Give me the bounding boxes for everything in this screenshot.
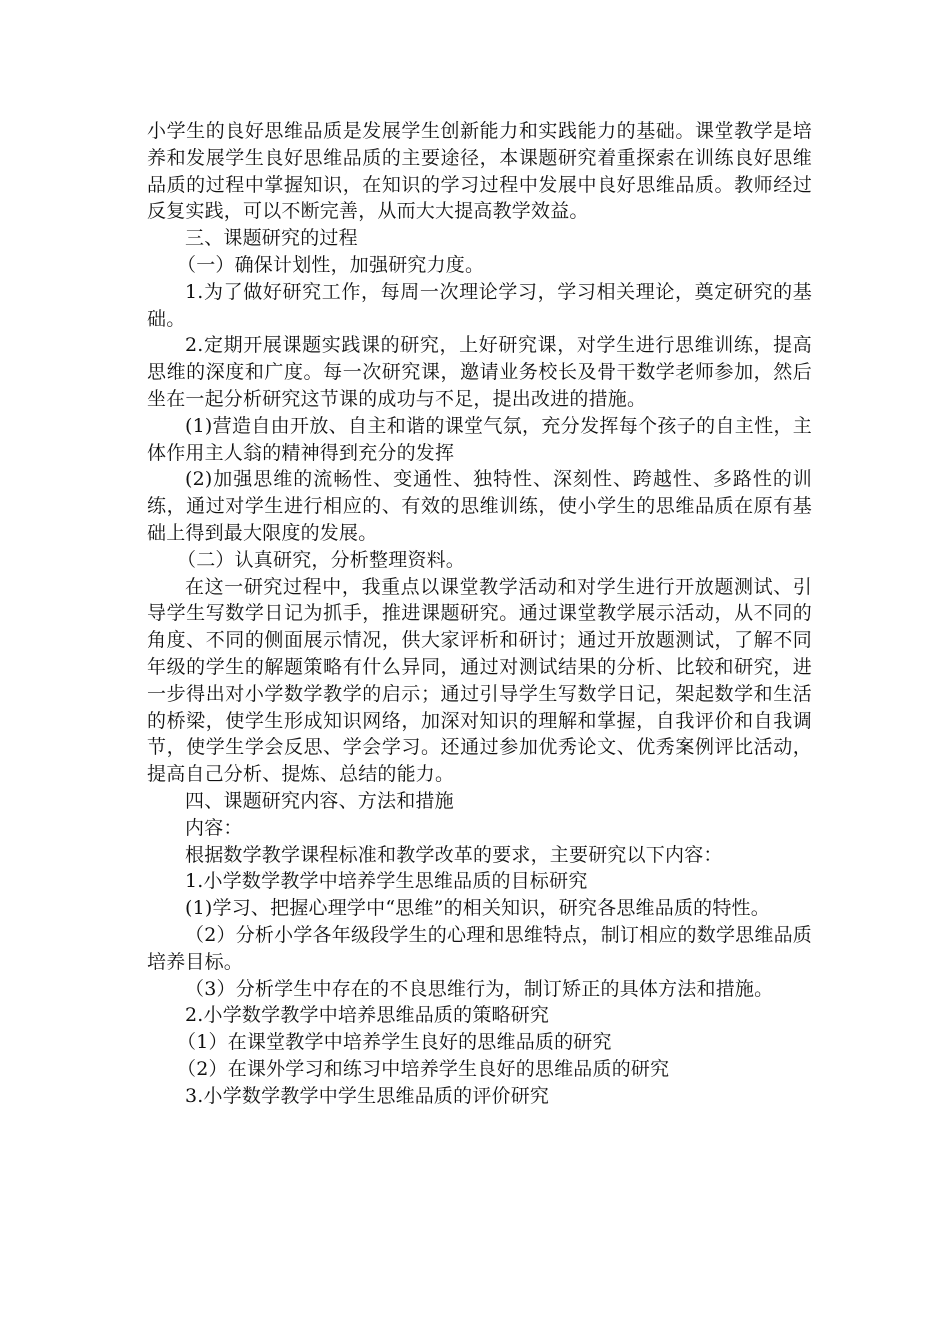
subsection-heading: （二）认真研究，分析整理资料。 — [177, 548, 466, 571]
paragraph: (2)加强思维的流畅性、变通性、独特性、深刻性、跨越性、多路性的训练，通过对学生进行相应的、有效的思维训练，使小学生的思维品质在原有基础上得到最大限度的发展。 — [147, 468, 812, 544]
paragraph: 根据数学教学课程标准和教学改革的要求，主要研究以下内容： — [185, 843, 723, 866]
paragraph: 在这一研究过程中，我重点以课堂教学活动和对学生进行开放题测试、引导学生写数学日记为抓手，推进课题研究。通过课堂教学展示活动，从不同的角度、不同的侧面展示情况，供大家评析和研讨；通过开放题测试，了解不同年级的学生的解题策略有什么异同，通过对测试结果的分析、比较和研究，进一步得出对小学数学教学的启示；通过引导学生写数学日记，架起数学和生活的桥梁，使学生形成知识网络，加深对知识的理解和掌握，自我评价和自我调节，使学生学会反思、学会学习。还通过参加优秀论文、优秀案例评比活动，提高自己分析、提炼、总结的能力。 — [147, 575, 812, 786]
document-body — [147, 118, 812, 1109]
paragraph: (1)营造自由开放、自主和谐的课堂气氛，充分发挥每个孩子的自主性，主体作用主人翁的精神得到充分的发挥 — [147, 414, 812, 464]
paragraph: 小学生的良好思维品质是发展学生创新能力和实践能力的基础。课堂教学是培养和发展学生良好思维品质的主要途径，本课题研究着重探索在训练良好思维品质的过程中掌握知识，在知识的学习过程中发展中良好思维品质。教师经过反复实践，可以不断完善，从而大大提高教学效益。 — [147, 120, 812, 223]
section-heading: 三、课题研究的过程 — [185, 227, 358, 250]
paragraph: (1)学习、把握心理学中“思维”的相关知识，研究各思维品质的特性。 — [185, 897, 770, 920]
paragraph: 内容： — [185, 816, 243, 839]
section-heading: 四、课题研究内容、方法和措施 — [185, 789, 454, 812]
paragraph: 2.定期开展课题实践课的研究，上好研究课，对学生进行思维训练，提高思维的深度和广度。每一次研究课，邀请业务校长及骨干数学老师参加，然后坐在一起分析研究这节课的成功与不足，提出改进的措施。 — [147, 334, 812, 410]
paragraph: 1.小学数学教学中培养学生思维品质的目标研究 — [185, 870, 588, 893]
paragraph: （1）在课堂教学中培养学生良好的思维品质的研究 — [177, 1031, 612, 1054]
paragraph: （2）在课外学习和练习中培养学生良好的思维品质的研究 — [177, 1057, 670, 1080]
paragraph: 3.小学数学教学中学生思维品质的评价研究 — [185, 1084, 550, 1107]
paragraph: 2.小学数学教学中培养思维品质的策略研究 — [185, 1004, 550, 1027]
paragraph: （3）分析学生中存在的不良思维行为，制订矫正的具体方法和措施。 — [185, 977, 774, 1000]
subsection-heading: （一）确保计划性，加强研究力度。 — [177, 253, 485, 276]
paragraph: （2）分析小学各年级段学生的心理和思维特点，制订相应的数学思维品质培养目标。 — [147, 923, 812, 973]
paragraph: 1.为了做好研究工作，每周一次理论学习，学习相关理论，奠定研究的基础。 — [147, 280, 812, 330]
